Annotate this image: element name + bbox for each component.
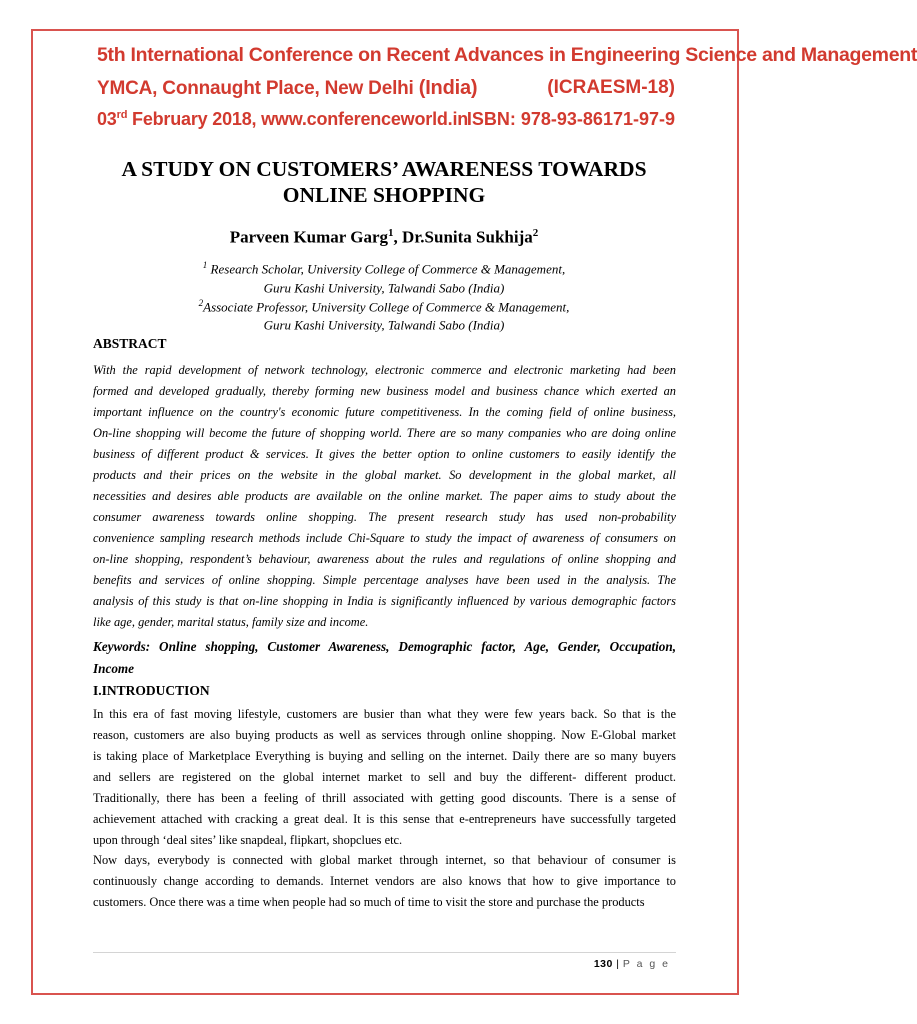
- introduction-line: continuously change according to demands. Internet vendors are also knows that how to give importance to: [93, 874, 676, 888]
- abstract-line: convenience sampling research methods include Chi-Square to study the impact of awareness of consumers on: [93, 531, 676, 545]
- abstract-heading: ABSTRACT: [93, 336, 167, 351]
- date-suffix: rd: [116, 109, 128, 121]
- author-2: Dr.Sunita Sukhija: [402, 227, 533, 247]
- introduction-line: upon through ‘deal sites’ like snapdeal, flipkart, shopclues etc.: [93, 833, 403, 847]
- paper-title-line-2: ONLINE SHOPPING: [282, 183, 486, 207]
- conference-isbn: ISBN: 978-93-86171-97-9: [466, 109, 675, 129]
- conference-venue: [97, 77, 477, 100]
- page-number: 130: [593, 958, 613, 970]
- conference-title: 5th International Conference on Recent Advances in Engineering Science and Management: [97, 44, 917, 66]
- conference-acronym: (ICRAESM-18): [547, 77, 675, 98]
- abstract-line: like age, gender, marital status, family size and income.: [93, 615, 369, 629]
- abstract-line: important influence on the country's economic future competitiveness. In the coming field of online business,: [93, 405, 676, 419]
- abstract-line: on-line shopping, respondent’s behaviour, awareness about the rules and regulations of online shopping and: [93, 552, 676, 566]
- paper-authors: [60, 227, 708, 248]
- abstract-line: With the rapid development of network technology, electronic commerce and electronic marketing had been: [93, 363, 676, 377]
- venue-country: (India): [418, 77, 478, 99]
- keywords-line: Keywords: Online shopping, Customer Awareness, Demographic factor, Age, Gender, Occupation,: [93, 639, 676, 654]
- abstract-line: benefits and services of online shopping. Simple percentage analyses have been used in the analysis. The: [93, 573, 676, 587]
- abstract-line: necessities and desires able products are available on the online market. The paper aims to study about the: [93, 489, 676, 503]
- affiliation-line: [60, 277, 708, 296]
- affiliation-text: Guru Kashi University, Talwandi Sabo (India): [263, 317, 505, 333]
- venue-text: YMCA, Connaught Place, New Delhi: [97, 78, 414, 99]
- author-separator: ,: [393, 227, 403, 247]
- abstract-line: analysis of this study is that on-line shopping in India is significantly influenced by various demographic factors: [93, 594, 676, 608]
- affiliation-line: [60, 296, 708, 315]
- affiliation-line: [60, 314, 708, 333]
- page-label: P a g e: [622, 958, 670, 970]
- date-day: 03: [97, 109, 117, 129]
- introduction-paragraph-1: [93, 704, 676, 851]
- introduction-line: In this era of fast moving lifestyle, customers are busier than what they were few years back. So that is the: [93, 707, 676, 721]
- abstract-line: business of different product & services. It gives the better option to online customers to easily identify the: [93, 447, 676, 461]
- introduction-line: reason, customers are also buying products as well as services through online shopping. Now E-Global market: [93, 728, 676, 742]
- abstract-line: consumer awareness towards online shopping. The present research study has used non-probability: [93, 510, 676, 524]
- footer-separator: |: [612, 958, 623, 970]
- affiliation-line: [60, 258, 708, 277]
- introduction-heading: I.INTRODUCTION: [93, 683, 210, 698]
- introduction-line: customers. Once there was a time when people had so much of time to visit the store and purchase the products: [93, 895, 645, 909]
- affiliation-sup: 1: [202, 260, 208, 270]
- affiliation-text: Guru Kashi University, Talwandi Sabo (India): [263, 280, 505, 296]
- affiliation-text: Research Scholar, University College of Commerce & Management,: [207, 261, 566, 277]
- page-footer: [594, 958, 670, 970]
- footer-rule: [93, 952, 676, 953]
- affiliation-text: Associate Professor, University College of Commerce & Management,: [203, 298, 570, 314]
- author-1-sup: 1: [388, 227, 394, 239]
- affiliation-sup: 2: [198, 297, 204, 308]
- abstract-line: formed and developed gradually, thereby forming new business model and business chance which exerted an: [93, 384, 676, 398]
- introduction-line: is taking place of Marketplace Everything is buying and selling on the internet. Daily there are so many buyers: [93, 749, 676, 763]
- introduction-line: and sellers are registered on the global internet market to sell and buy the different- different product.: [93, 770, 676, 784]
- conference-date: [97, 109, 468, 130]
- introduction-line: achievement attached with cracking a great deal. It is this sense that e-entrepreneurs have successfully targeted: [93, 812, 676, 826]
- introduction-line: Traditionally, there has been a feeling of thrill associated with getting good discounts. There is a sense of: [93, 791, 676, 805]
- abstract-line: On-line shopping will become the future of shopping world. There are so many companies who are doing online: [93, 426, 676, 440]
- date-rest: February 2018, www.conferenceworld.in: [127, 109, 469, 129]
- affiliations: [60, 258, 708, 333]
- keywords-line: Income: [93, 661, 135, 676]
- paper-title: [60, 156, 708, 208]
- author-2-sup: 2: [532, 227, 539, 239]
- keywords: [93, 636, 676, 680]
- introduction-paragraph-2: [93, 850, 676, 913]
- abstract-line: products and their prices on the website in the global market. So development in the global market, all: [93, 468, 676, 482]
- paper-title-line-1: A STUDY ON CUSTOMERS’ AWARENESS TOWARDS: [121, 157, 647, 181]
- author-1: Parveen Kumar Garg: [229, 227, 389, 247]
- introduction-line: Now days, everybody is connected with global market through internet, so that behaviour of consumer is: [93, 853, 676, 867]
- abstract-body: [93, 360, 676, 633]
